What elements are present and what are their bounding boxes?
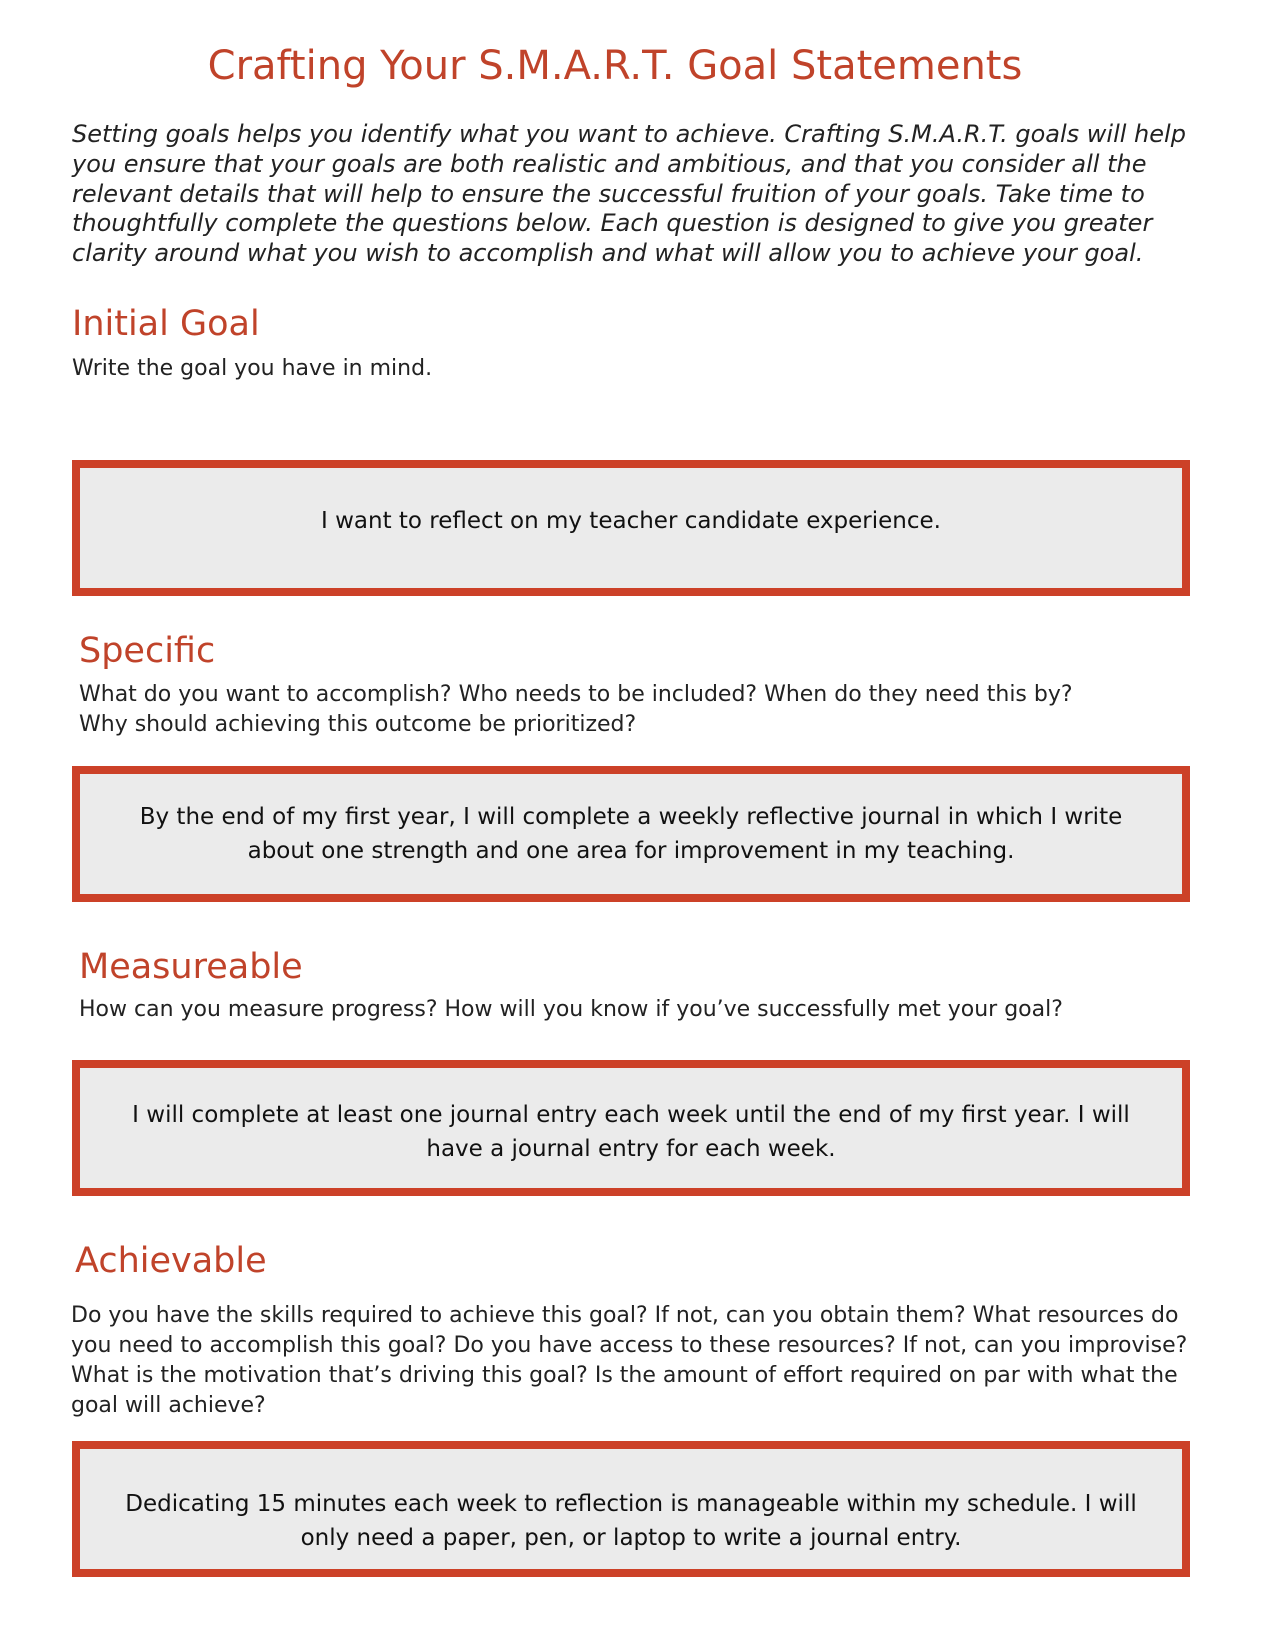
specific-answer-box[interactable] <box>72 766 1190 902</box>
specific-prompt-line-2: Why should achieving this outcome be prioritized? <box>79 712 637 737</box>
initial-goal-answer: I want to reflect on my teacher candidate experience. <box>321 508 941 534</box>
intro-paragraph: Setting goals helps you identify what you want to achieve. Crafting S.M.A.R.T. goals will help you ensure that your goals are both realistic and ambitious, and that you consider all the relevant details that will help to ensure the successful fruition of your goals. Take time to thoughtfully complete the questions below. Each question is designed to give you greater clarity around what you wish to accomplish and what will allow you to achieve your goal. <box>72 120 1186 268</box>
achievable-prompt-line-2: you need to accomplish this goal? Do you have access to these resources? If not, can you improvise? <box>71 1333 1188 1358</box>
measureable-prompt: How can you measure progress? How will you know if you’ve successfully met your goal? <box>79 997 1063 1022</box>
achievable-answer-box[interactable] <box>72 1441 1190 1577</box>
page-title: Crafting Your S.M.A.R.T. Goal Statements <box>207 43 1023 89</box>
achievable-heading: Achievable <box>75 1241 267 1281</box>
specific-answer: By the end of my first year, I will complete a weekly reflective journal in which I write about one strength and one area for improvement in my teaching. <box>139 804 1123 864</box>
achievable-prompt-line-4: goal will achieve? <box>71 1393 266 1418</box>
measureable-answer-box[interactable] <box>72 1060 1190 1196</box>
achievable-prompt-line-1: Do you have the skills required to achieve this goal? If not, can you obtain them? What resources do <box>71 1303 1179 1328</box>
initial-goal-prompt: Write the goal you have in mind. <box>72 356 433 381</box>
measureable-answer: I will complete at least one journal entry each week until the end of my first year. I will have a journal entry for each week. <box>132 1102 1130 1162</box>
achievable-answer: Dedicating 15 minutes each week to reflection is manageable within my schedule. I will only need a paper, pen, or laptop to write a journal entry. <box>125 1491 1137 1551</box>
specific-prompt-line-1: What do you want to accomplish? Who needs to be included? When do they need this by? <box>79 682 1073 707</box>
achievable-prompt-line-3: What is the motivation that’s driving this goal? Is the amount of effort required on par with what the <box>71 1363 1178 1388</box>
initial-goal-answer-box[interactable] <box>72 460 1190 596</box>
specific-heading: Specific <box>79 631 216 671</box>
measureable-heading: Measureable <box>79 947 303 987</box>
initial-goal-heading: Initial Goal <box>72 304 260 344</box>
